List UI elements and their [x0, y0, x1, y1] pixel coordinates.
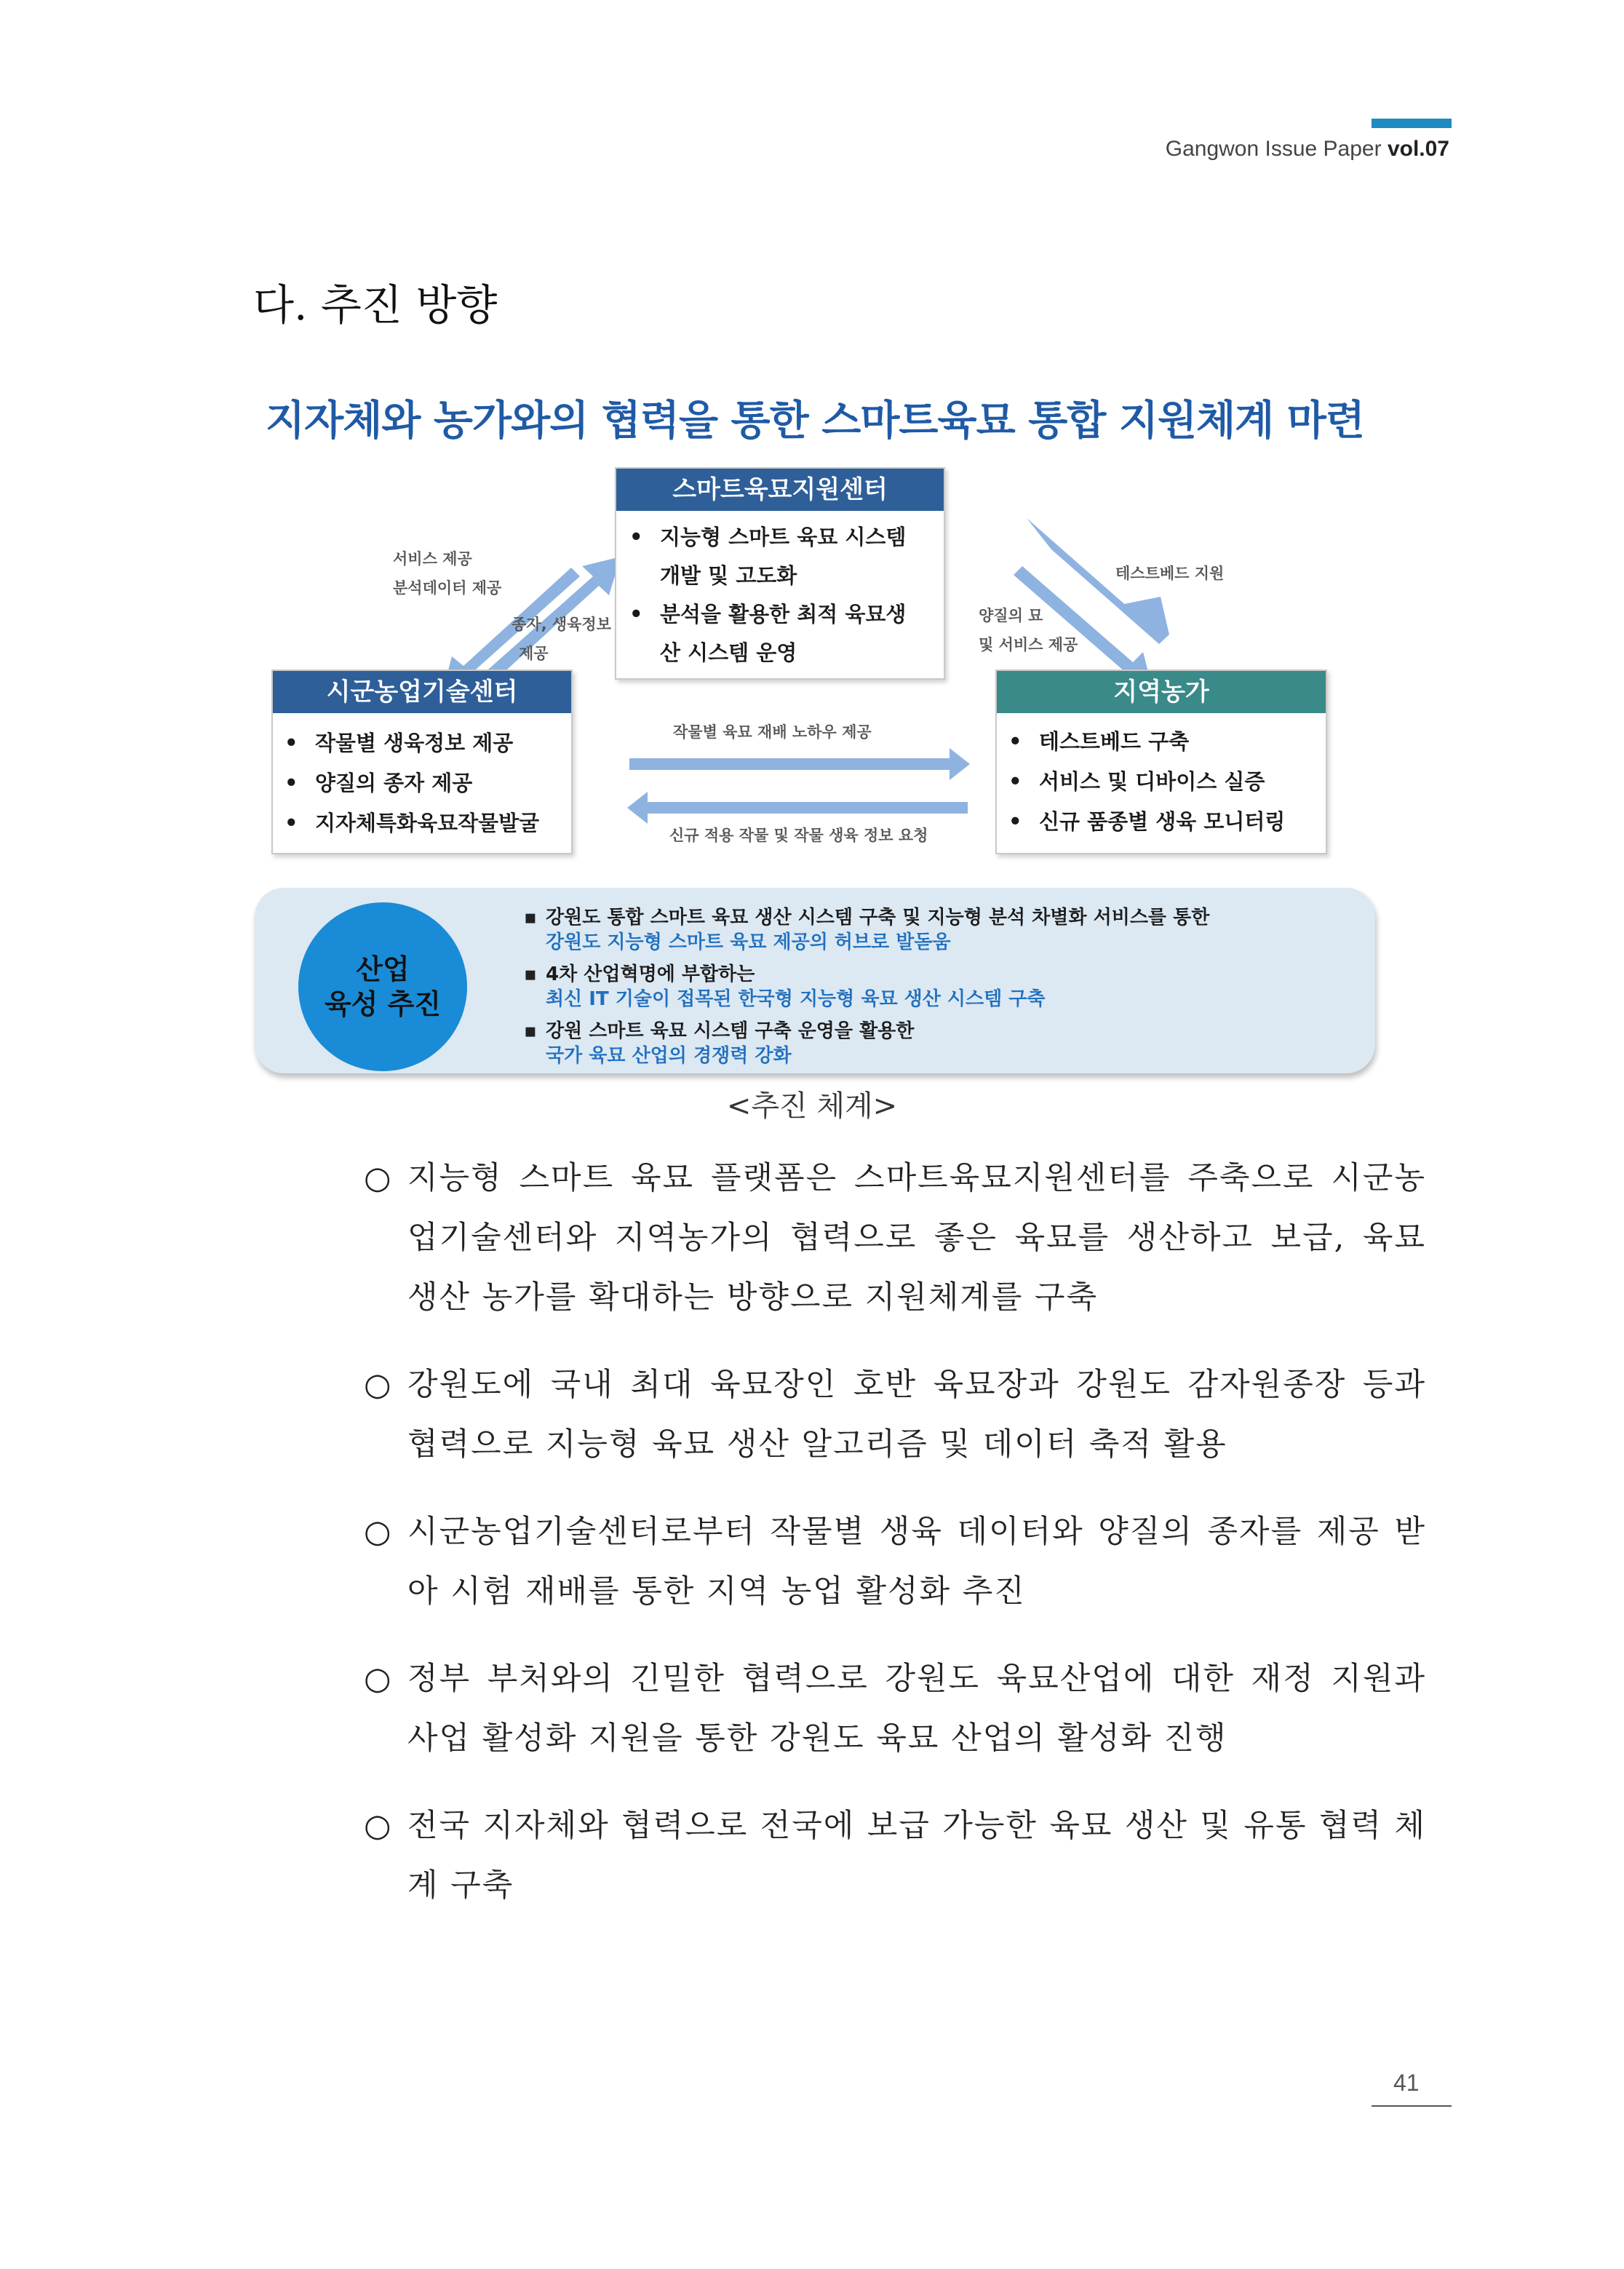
- banner-item-line2: 최신 IT 기술이 접목된 한국형 지능형 육묘 생산 시스템 구축: [546, 988, 1046, 1010]
- right-item: • 서비스 및 디바이스 실증: [1003, 762, 1285, 802]
- left-item: • 지자체특화육묘작물발굴: [279, 803, 539, 843]
- arrow-left-to-right: [629, 748, 970, 780]
- banner-item-line1: ▪ 강원도 통합 스마트 육묘 생산 시스템 구축 및 지능형 분석 차별화 서비스를 통한: [546, 907, 1210, 929]
- center-item: 산 시스템 운영: [660, 640, 797, 665]
- industry-promotion-banner: [255, 888, 1375, 1073]
- left-item: • 양질의 종자 제공: [279, 763, 539, 803]
- label-analysis-data: 분석데이터 제공: [393, 579, 502, 597]
- label-info-request: 신규 적용 작물 및 작물 생육 정보 요청: [669, 827, 928, 844]
- center-item: • 분석을 활용한 최적 육묘생: [624, 595, 906, 634]
- body-bullet: ○ 전국 지자체와 협력으로 전국에 보급 가능한 육묘 생산 및 유통 협력 체계 구축: [364, 1796, 1426, 1915]
- body-bullet: ○ 시군농업기술센터로부터 작물별 생육 데이터와 양질의 종자를 제공 받아 시험 재배를 통한 지역 농업 활성화 추진: [364, 1502, 1426, 1621]
- banner-item-line2: 국가 육묘 산업의 경쟁력 강화: [546, 1045, 792, 1067]
- page-number-rule: [1372, 2105, 1452, 2107]
- arrow-right-to-left: [627, 792, 968, 824]
- industry-promotion-circle: [298, 902, 467, 1071]
- right-box-list: [1003, 722, 1285, 842]
- circle-line-1: 산업: [356, 953, 410, 985]
- smart-seedling-center-box: [615, 467, 945, 680]
- figure-title: 지자체와 농가와의 협력을 통한 스마트육묘 통합 지원체계 마련: [266, 397, 1364, 445]
- promotion-system-figure: [251, 378, 1364, 1077]
- page-number: 41: [1393, 2070, 1420, 2096]
- body-bullet: ○ 강원도에 국내 최대 육묘장인 호반 육묘장과 강원도 감자원종장 등과 협력으로 지능형 육묘 생산 알고리즘 및 데이터 축적 활용: [364, 1355, 1426, 1474]
- banner-item: [524, 962, 1209, 1012]
- section-heading: 다. 추진 방향: [253, 280, 498, 330]
- center-box-list: [624, 518, 906, 672]
- banner-list: [524, 905, 1209, 1076]
- center-item: • 지능형 스마트 육묘 시스템: [624, 518, 906, 557]
- center-box-title: 스마트육묘지원센터: [616, 469, 944, 511]
- right-item: • 테스트베드 구축: [1003, 722, 1285, 762]
- label-testbed-support: 테스트베드 지원: [1115, 565, 1225, 582]
- right-item: • 신규 품종별 생육 모니터링: [1003, 802, 1285, 842]
- body-bullet: ○ 지능형 스마트 육묘 플랫폼은 스마트육묘지원센터를 주축으로 시군농업기술센터와 지역농가의 협력으로 좋은 육묘를 생산하고 보급, 육묘 생산 농가를 확대하는 방향으로 지원체계를 구축: [364, 1148, 1426, 1327]
- label-quality-seedling: 양질의 묘: [979, 607, 1043, 624]
- left-item: • 작물별 생육정보 제공: [279, 723, 539, 763]
- body-bullet-list: [364, 1148, 1426, 1943]
- journal-volume: vol.07: [1387, 137, 1449, 161]
- left-box-list: [279, 723, 539, 843]
- banner-item-line2: 강원도 지능형 스마트 육묘 제공의 허브로 발돋움: [546, 931, 951, 953]
- circle-line-2: 육성 추진: [324, 988, 442, 1020]
- header-accent-bar: [1372, 119, 1452, 128]
- label-quality-service: 및 서비스 제공: [979, 636, 1078, 653]
- label-service: 서비스 제공: [393, 550, 472, 568]
- label-knowhow: 작물별 육묘 재배 노하우 제공: [673, 723, 872, 741]
- right-box-title: 지역농가: [997, 671, 1326, 713]
- figure-caption: <추진 체계>: [726, 1089, 898, 1123]
- banner-item: [524, 905, 1209, 955]
- banner-item-line1: ▪ 4차 산업혁명에 부합하는: [546, 963, 755, 985]
- journal-header: [1166, 137, 1449, 162]
- journal-name: Gangwon Issue Paper: [1165, 137, 1388, 161]
- label-seed-info-2: 제공: [519, 645, 549, 662]
- label-seed-info: 종자, 생육정보: [512, 616, 612, 633]
- local-farm-box: [995, 669, 1327, 854]
- body-bullet: ○ 정부 부처와의 긴밀한 협력으로 강원도 육묘산업에 대한 재정 지원과 사업 활성화 지원을 통한 강원도 육묘 산업의 활성화 진행: [364, 1649, 1426, 1768]
- banner-item: [524, 1019, 1209, 1068]
- agri-tech-center-box: [271, 669, 573, 854]
- banner-item-line1: ▪ 강원 스마트 육묘 시스템 구축 운영을 활용한: [546, 1020, 915, 1042]
- center-item: 개발 및 고도화: [660, 563, 797, 588]
- left-box-title: 시군농업기술센터: [273, 671, 571, 713]
